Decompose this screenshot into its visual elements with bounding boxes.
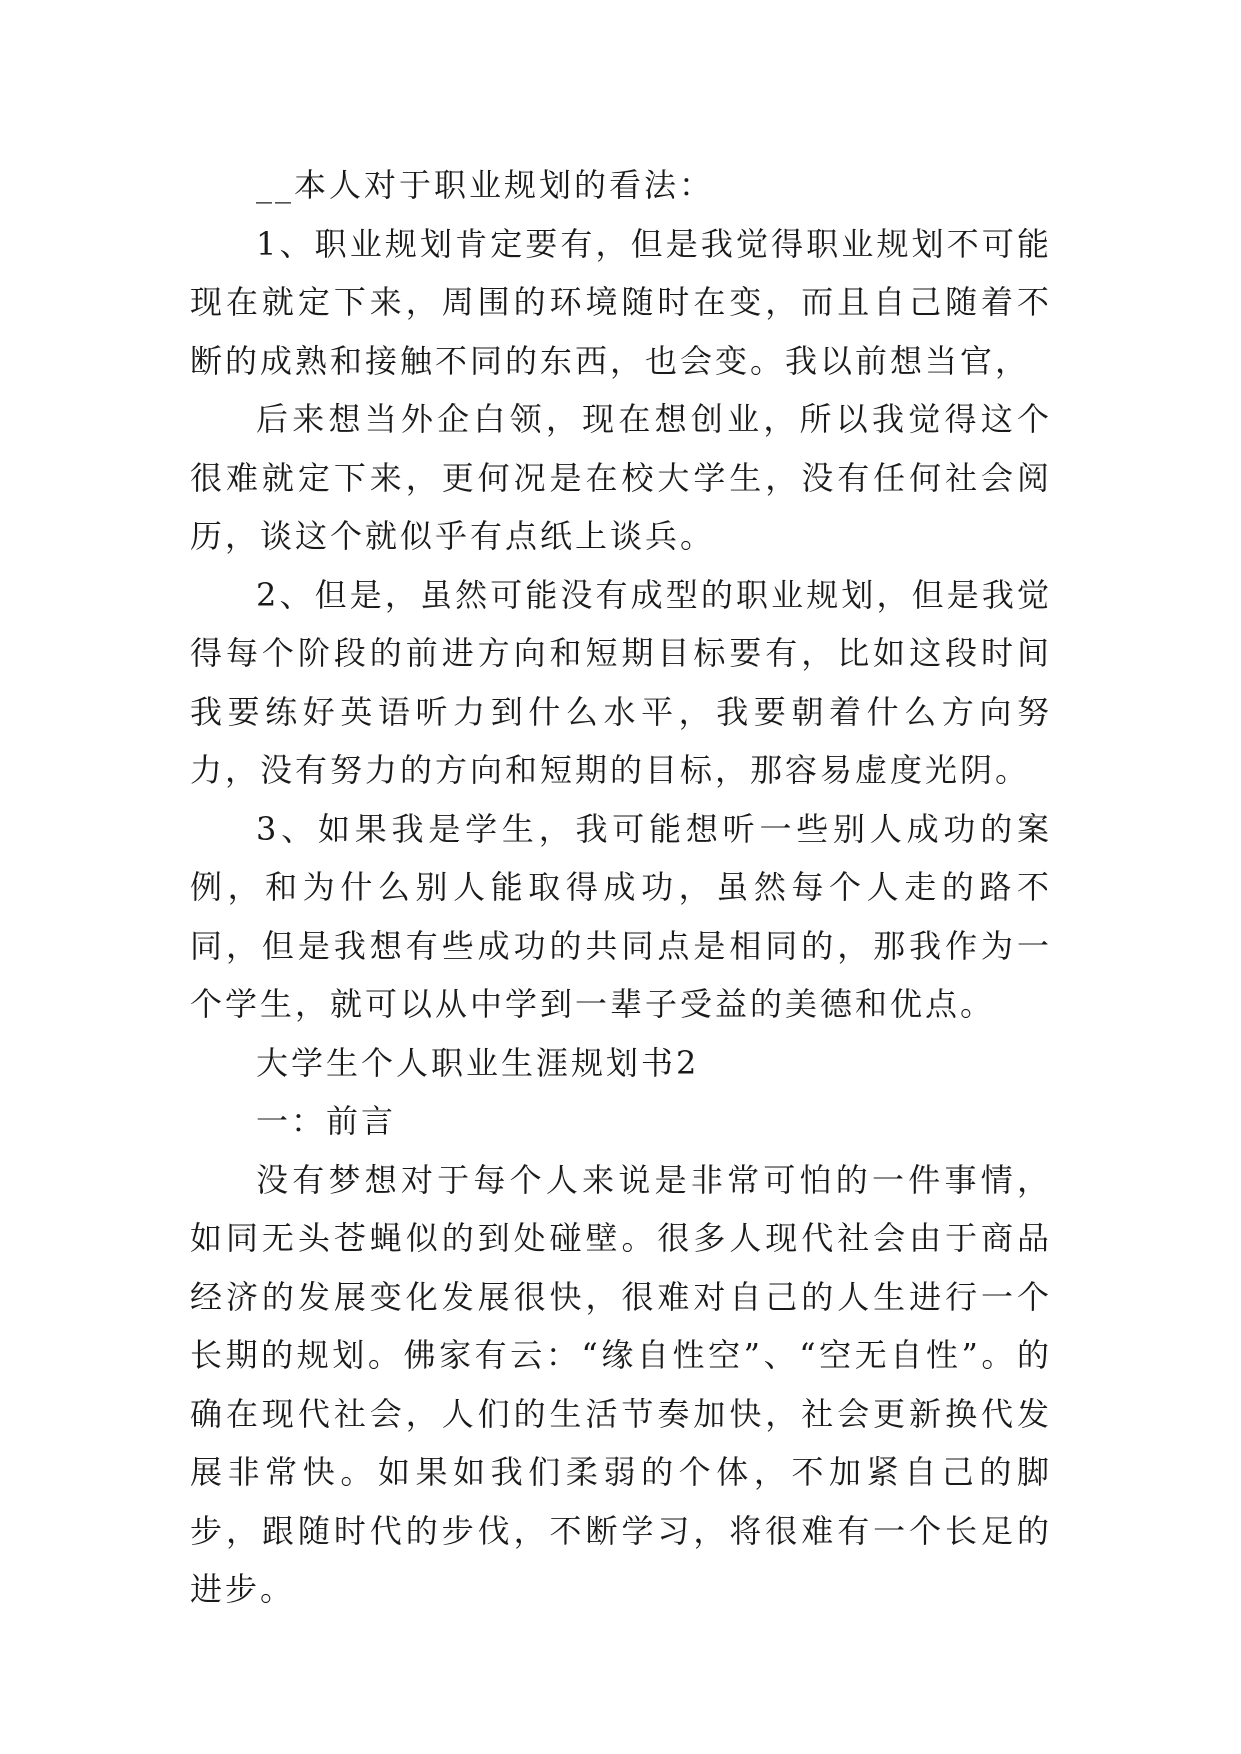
paragraph-point-2: 2、但是，虽然可能没有成型的职业规划，但是我觉得每个阶段的前进方向和短期目标要有，比如这段时间我要练好英语听力到什么水平，我要朝着什么方向努力，没有努力的方向和短期的目标，那容易虚度光阴。 <box>190 575 1052 789</box>
section-title: 大学生个人职业生涯规划书2 <box>256 1043 700 1082</box>
paragraph-point-1: 1、职业规划肯定要有，但是我觉得职业规划不可能现在就定下来，周围的环境随时在变，而且自己随着不断的成熟和接触不同的东西，也会变。我以前想当官， <box>190 224 1052 380</box>
paragraph-point-3: 3、如果我是学生，我可能想听一些别人成功的案例，和为什么别人能取得成功，虽然每个人走的路不同，但是我想有些成功的共同点是相同的，那我作为一个学生，就可以从中学到一辈子受益的美德和优点。 <box>190 809 1052 1023</box>
document-body <box>190 156 1052 1619</box>
paragraph-point-1-continued: 后来想当外企白领，现在想创业，所以我觉得这个很难就定下来，更何况是在校大学生，没有任何社会阅历，谈这个就似乎有点纸上谈兵。 <box>190 400 1052 555</box>
paragraph-opinion-heading: __本人对于职业规划的看法： <box>256 166 715 204</box>
section-heading-preface: 一：前言 <box>256 1102 397 1140</box>
paragraph-preface-body: 没有梦想对于每个人来说是非常可怕的一件事情，如同无头苍蝇似的到处碰壁。很多人现代社会由于商品经济的发展变化发展很快，很难对自己的人生进行一个长期的规划。佛家有云：“缘自性空”、“空无自性”。的确在现代社会，人们的生活节奏加快，社会更新换代发展非常快。如果如我们柔弱的个体，不加紧自己的脚步，跟随时代的步伐，不断学习，将很难有一个长足的进步。 <box>190 1160 1052 1608</box>
